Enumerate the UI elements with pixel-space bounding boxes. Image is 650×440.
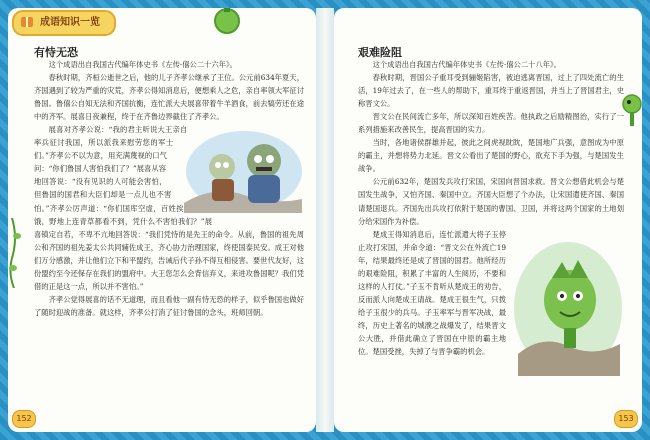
zombie-illustration	[174, 125, 304, 213]
paragraph: 春秋时期，晋国公子重耳受到骊姬陷害，被迫逃离晋国，过上了四处流亡的生活，19年过去了，在一些人的帮助下，重耳终于重返晋国，并当上了晋国君主，史称晋文公。	[358, 73, 624, 109]
page-number: 152	[12, 410, 36, 428]
book-gutter	[316, 8, 334, 432]
book-icon	[21, 17, 33, 27]
paragraph: 公元前632年，楚国发兵攻打宋国，宋国向晋国求救。晋文公想借此机会与楚国发生战争，又怕齐国、秦国中立。齐国大臣想了个办法，让宋国遣使齐国、秦国请楚国退兵。齐国先出兵攻打依附于楚国的曹国、卫国，并将这两个国家的土地划分给宋国作为补偿。	[358, 177, 624, 226]
ivy-vine-icon	[8, 218, 22, 288]
paragraph: 这个成语出自我国古代编年体史书《左传·僖公二十八年》。	[372, 60, 561, 69]
idiom-title: 艰难险阻	[358, 46, 402, 59]
plant-illustration	[512, 234, 624, 376]
idiom-body	[358, 58, 624, 380]
paragraph: 这个成语出自我国古代编年体史书《左传·僖公二十六年》。	[48, 60, 237, 69]
right-page	[334, 8, 642, 432]
paragraph: 楚成王得知消息后，连忙派遣大将子玉停止攻打宋国，并命令道：“晋文公在外流亡19年，结果最终还是成了晋国的国君。他所经历的艰难险阻，积累了丰富的人生阅历，不要和这样的人打仗。”子玉不肯听从楚成王的劝告，反而派人向楚成王请战。楚成王很生气，只拨给子玉很少的兵马。子玉率军与晋军决战，最终，历史上著名的城濮之战爆发了，结果晋文公大胜，并借此确立了晋国在中原的霸主地位。楚国受挫，失掉了与晋争霸的机会。	[358, 229, 506, 357]
idiom-body	[34, 58, 304, 319]
left-page	[8, 8, 316, 432]
paragraph: 晋文公在民间流亡多年，所以深知百姓疾苦。他执政之后励精图治，实行了一系列措施来改善民生，提高晋国的实力。	[358, 112, 624, 135]
pea-shooter-icon	[620, 90, 642, 130]
section-tab-label: 成语知识一览	[40, 17, 100, 28]
idiom-title: 有恃无恐	[34, 46, 78, 59]
paragraph: 齐孝公觉得展喜的话不无道理，而且看他一副有恃无恐的样子，似乎鲁国也做好了随时迎战的准备。就这样，齐孝公打消了征讨鲁国的念头，班师回朝。	[34, 294, 304, 317]
page-number: 153	[614, 410, 638, 428]
paragraph: 当时，各地诸侯群雄并起，彼此之间虎视眈眈，楚国地广兵强，意图成为中原的霸主，并想将势力北延。晋文公看出了楚国的野心，欲充下手为强，与楚国发生战争。	[358, 138, 624, 174]
section-tab	[12, 10, 116, 36]
sprout-icon	[214, 8, 240, 34]
paragraph: 春秋时期，齐桓公逝世之后，他的儿子齐孝公继承了王位。公元前634年夏天，齐国遇到了较为严重的灾荒，齐孝公得知消息后，便想乘人之危，亲自率领大军征讨鲁国。鲁僖公自知无法和齐国抗衡，连忙派大夫展喜带着牛羊酒食，前去犒劳还在途中的齐军。展喜日夜兼程，终于在齐鲁边界截住了齐孝公。	[34, 73, 304, 122]
paragraph: 展喜对齐孝公说：“我的君主听说大王亲自率兵征讨我国，所以派我来慰劳您的军士们。”齐孝公不以为意，用充满蔑视的口气问：“你们鲁国人害怕我们了？”展喜从容地回答说：“没有见识的人可能会害怕，但鲁国的国君和大臣们却是一点儿也不害怕。”齐孝公厉声道：“你们国库空虚，百姓挨饿，野地上连青草都看不到，凭什么不害怕我们？”展喜镇定自若，不卑不亢地回答说：“我们凭恃的是先王的命令。从前，鲁国的祖先周公和齐国的祖先姜太公共同辅佐成王，齐心协力治理国家，终使国泰民安。成王对他们万分感激，并让他们立下和平盟约，告诫后代子孙不得互相侵害。要世代友好，这份盟约至今还保存在我们的盟府中。大王您怎么会背信弃义，来进攻鲁国呢？我们凭借的正是这一点，所以并不害怕。”	[34, 125, 304, 291]
